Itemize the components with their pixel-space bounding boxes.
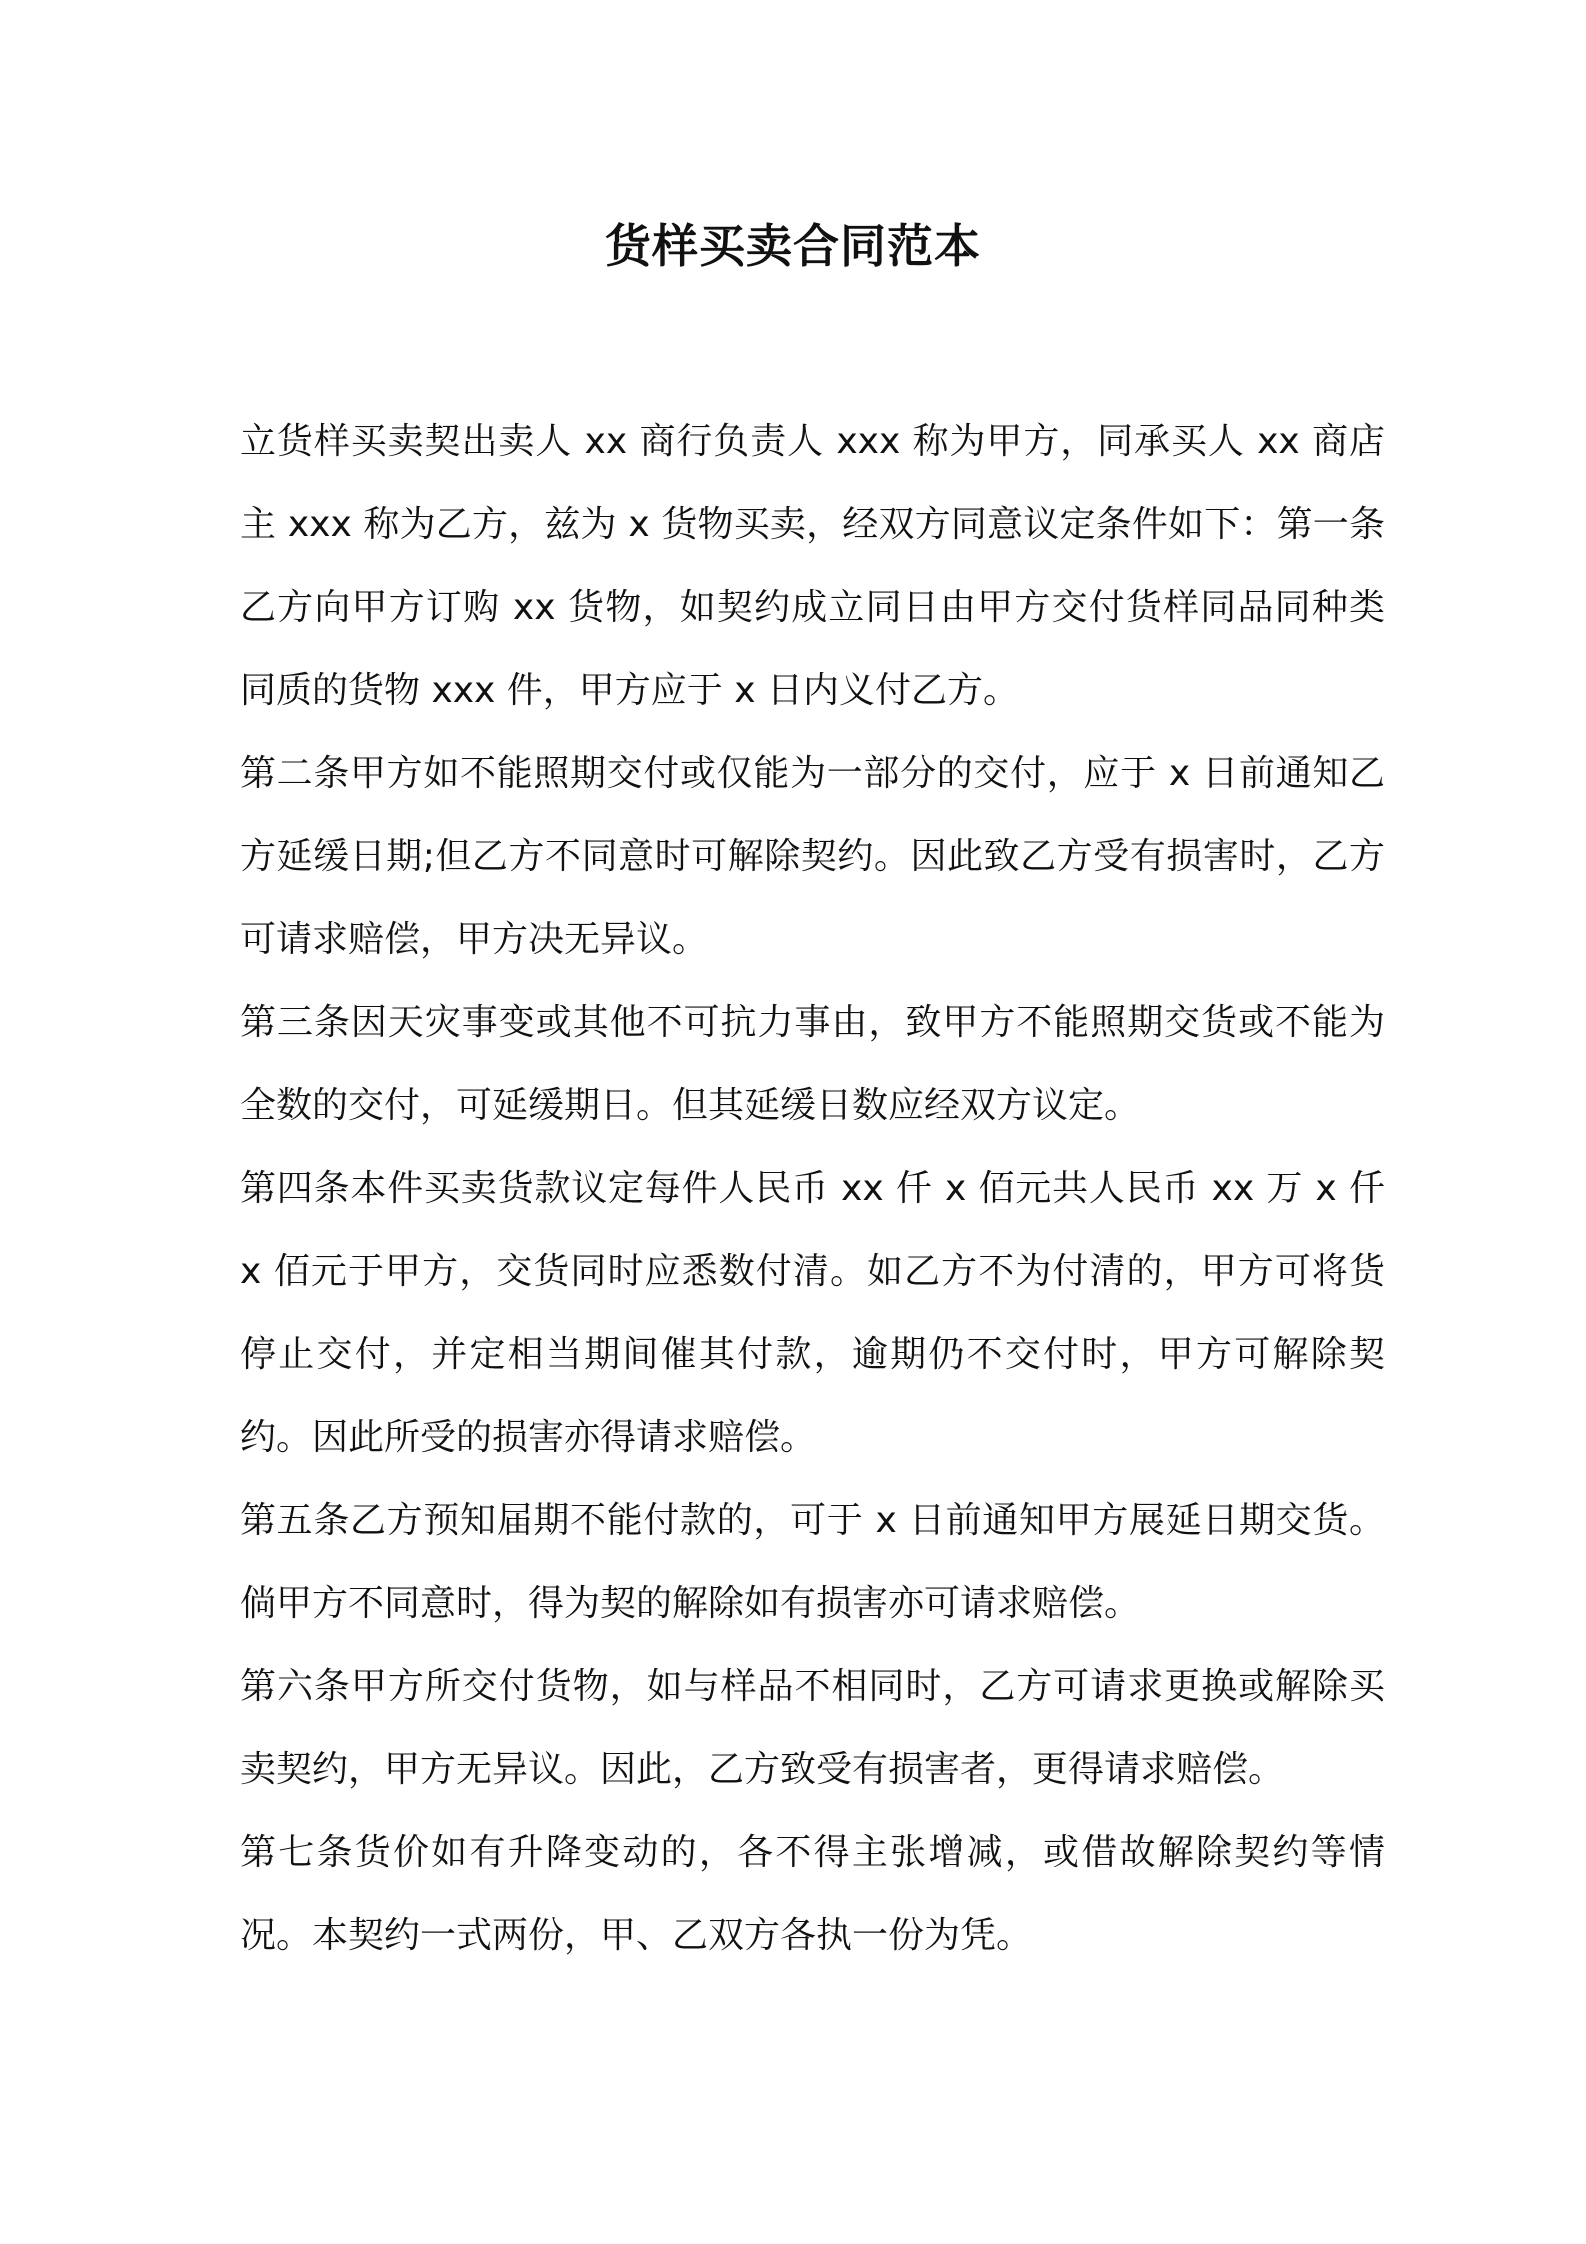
paragraph-article-7: 第七条货价如有升降变动的，各不得主张增减，或借故解除契约等情况。本契约一式两份，甲、乙双方各执一份为凭。	[240, 1832, 1385, 1956]
paragraph-article-4: 第四条本件买卖货款议定每件人民币 xx 仟 x 佰元共人民币 xx 万 x 仟 x 佰元于甲方，交货同时应悉数付清。如乙方不为付清的，甲方可将货停止交付，并定相当期间催其付款，逾期仍不交付时，甲方可解除契约。因此所受的损害亦得请求赔偿。	[240, 1168, 1385, 1458]
paragraph-article-6: 第六条甲方所交付货物，如与样品不相同时，乙方可请求更换或解除买卖契约，甲方无异议。因此，乙方致受有损害者，更得请求赔偿。	[240, 1666, 1385, 1790]
paragraph-article-3: 第三条因天灾事变或其他不可抗力事由，致甲方不能照期交货或不能为全数的交付，可延缓期日。但其延缓日数应经双方议定。	[240, 1002, 1385, 1126]
paragraph-preamble-article-1: 立货样买卖契出卖人 xx 商行负责人 xxx 称为甲方，同承买人 xx 商店主 xxx 称为乙方，兹为 x 货物买卖，经双方同意议定条件如下：第一条乙方向甲方订购 xx 货物，如契约成立同日由甲方交付货样同品同种类同质的货物 xxx 件，甲方应于 x 日内义付乙方。	[240, 421, 1385, 711]
paragraph-article-5: 第五条乙方预知届期不能付款的，可于 x 日前通知甲方展延日期交货。倘甲方不同意时，得为契的解除如有损害亦可请求赔偿。	[240, 1500, 1385, 1624]
paragraph-article-2: 第二条甲方如不能照期交付或仅能为一部分的交付，应于 x 日前通知乙方延缓日期;但乙方不同意时可解除契约。因此致乙方受有损害时，乙方可请求赔偿，甲方决无异议。	[240, 753, 1385, 960]
document-title: 货样买卖合同范本	[605, 219, 981, 273]
document-body	[240, 400, 1385, 1977]
